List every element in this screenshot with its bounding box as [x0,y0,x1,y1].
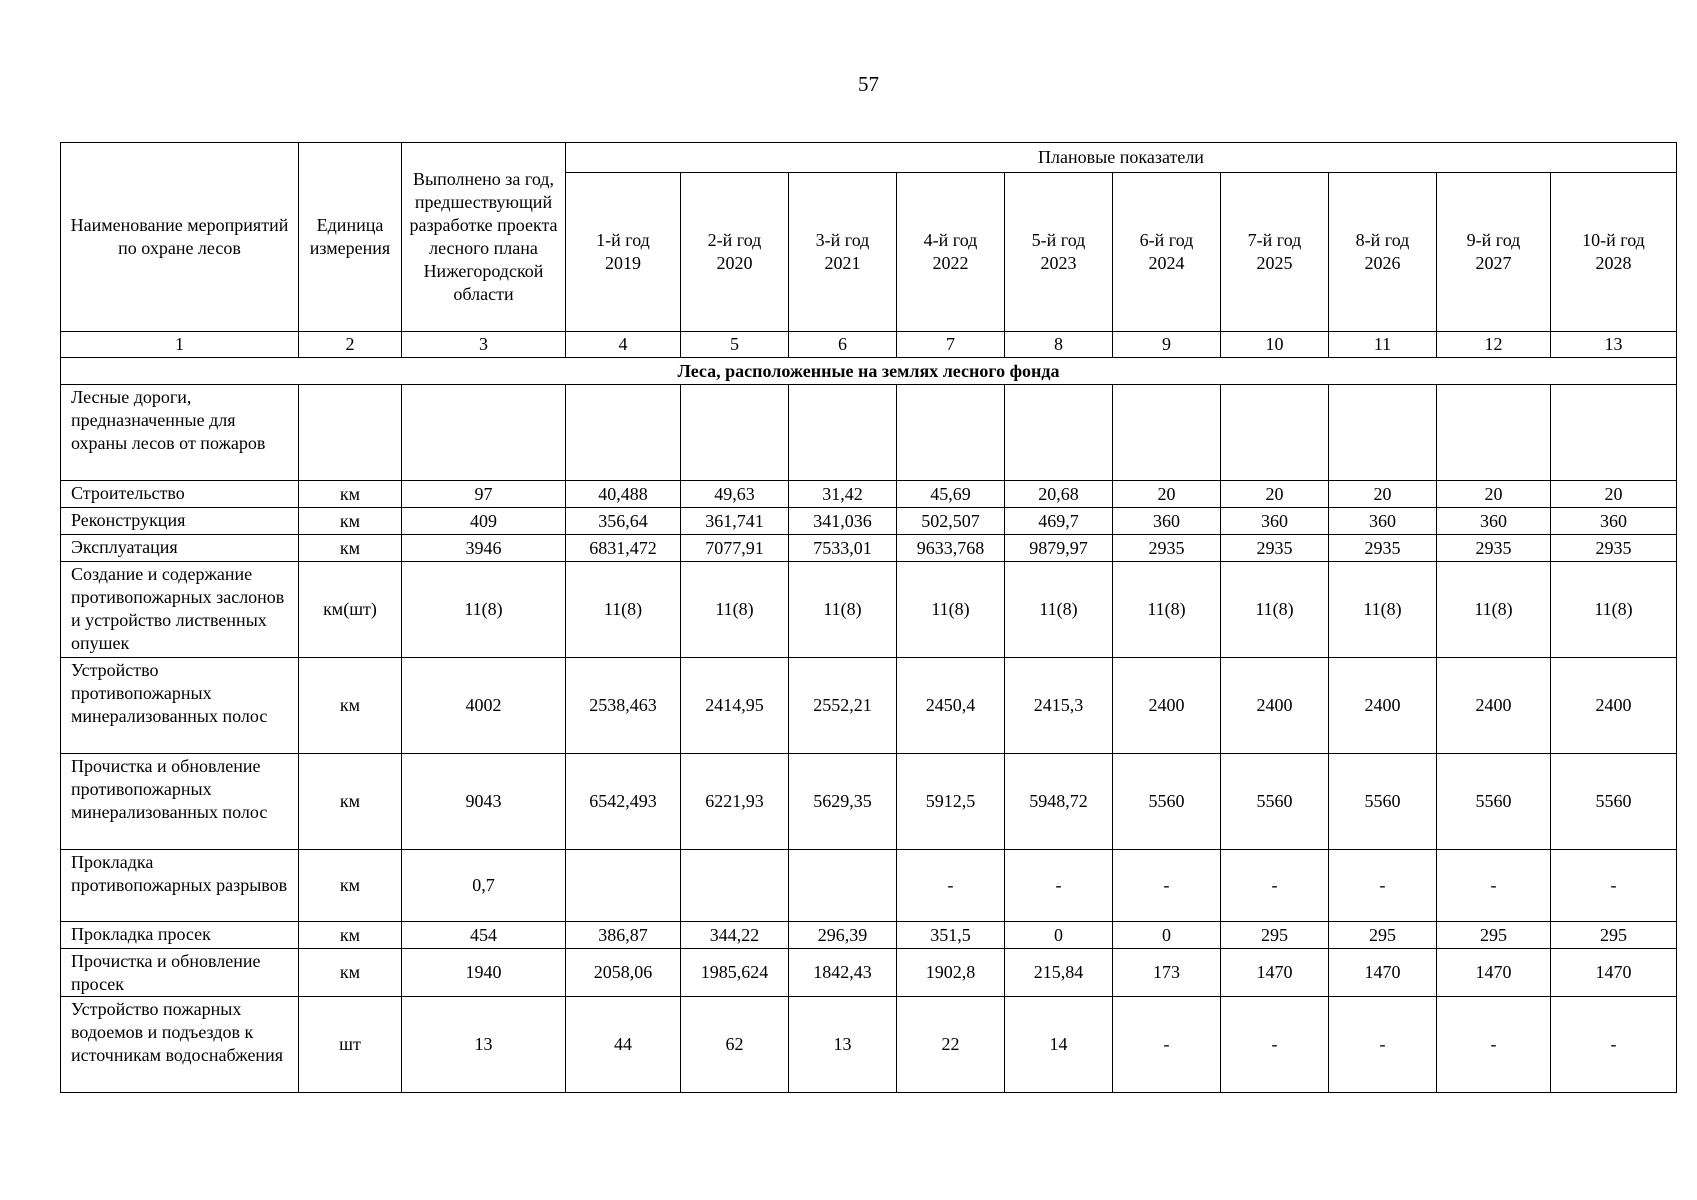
row-value: 11(8) [1437,562,1551,658]
page-number: 57 [858,72,879,96]
row-value: 360 [1221,508,1329,535]
row-value: 1470 [1221,949,1329,997]
row-done: 1940 [402,949,566,997]
row-value: 2414,95 [681,658,789,754]
table-row [61,562,1677,658]
header-year-6 [1113,173,1221,332]
row-name: Прокладка просек [61,922,299,949]
row-value: 2400 [1113,658,1221,754]
header-year-label: 7-й год [1247,230,1302,250]
row-value: 351,5 [897,922,1005,949]
row-unit: км [299,754,402,850]
row-name: Устройство противопожарных минерализованных полос [61,658,299,754]
column-number: 10 [1221,332,1329,358]
row-unit: км [299,508,402,535]
row-value: 20,68 [1005,481,1113,508]
header-year-label: 5-й год [1031,230,1086,250]
row-value: 5560 [1113,754,1221,850]
row-value: 11(8) [1005,562,1113,658]
row-value: 5560 [1221,754,1329,850]
row-unit: км [299,850,402,922]
row-value: - [1329,997,1437,1093]
row-name: Строительство [61,481,299,508]
column-number-row [61,332,1677,358]
row-done: 4002 [402,658,566,754]
row-value: 62 [681,997,789,1093]
header-year-8 [1329,173,1437,332]
row-value: 2538,463 [566,658,681,754]
row-name: Прочистка и обновление просек [61,949,299,997]
row-value: 2400 [1221,658,1329,754]
column-number: 12 [1437,332,1551,358]
row-value: 2058,06 [566,949,681,997]
row-value [789,385,897,481]
row-value: 2935 [1113,535,1221,562]
row-value: 40,488 [566,481,681,508]
row-name: Лесные дороги, предназначенные для охраны лесов от пожаров [61,385,299,481]
header-year-value: 2020 [716,253,753,273]
row-unit: шт [299,997,402,1093]
row-value: 215,84 [1005,949,1113,997]
row-value: 295 [1551,922,1677,949]
header-year-value: 2019 [605,253,641,273]
header-year-7 [1221,173,1329,332]
row-value: 2400 [1437,658,1551,754]
row-value [789,850,897,922]
row-value: 1470 [1437,949,1551,997]
row-value: 2935 [1437,535,1551,562]
header-year-value: 2024 [1148,253,1185,273]
row-value: 173 [1113,949,1221,997]
row-value [681,850,789,922]
row-value: 11(8) [897,562,1005,658]
row-name: Прочистка и обновление противопожарных минерализованных полос [61,754,299,850]
header-year-5 [1005,173,1113,332]
row-unit: км [299,535,402,562]
row-value: 356,64 [566,508,681,535]
header-year-value: 2022 [932,253,969,273]
column-number: 2 [299,332,402,358]
row-value: 11(8) [681,562,789,658]
row-unit [299,385,402,481]
row-value: 49,63 [681,481,789,508]
row-value: - [1437,997,1551,1093]
table-row [61,508,1677,535]
row-name: Эксплуатация [61,535,299,562]
header-year-label: 9-й год [1466,230,1521,250]
row-value: 20 [1329,481,1437,508]
row-value: 11(8) [1221,562,1329,658]
row-value: 2552,21 [789,658,897,754]
row-name: Прокладка противопожарных разрывов [61,850,299,922]
row-value: 11(8) [1551,562,1677,658]
row-value: 2400 [1329,658,1437,754]
table-row [61,535,1677,562]
row-value: 6542,493 [566,754,681,850]
row-value: 7077,91 [681,535,789,562]
row-value: 360 [1437,508,1551,535]
row-value: 1470 [1551,949,1677,997]
row-value: 11(8) [566,562,681,658]
table-row [61,385,1677,481]
row-value [897,385,1005,481]
row-value: 13 [789,997,897,1093]
table-row [61,922,1677,949]
header-year-value: 2021 [824,253,861,273]
table-row [61,754,1677,850]
row-value: 22 [897,997,1005,1093]
header-unit: Единица измерения [299,143,402,332]
row-value: 386,87 [566,922,681,949]
row-value: 1470 [1329,949,1437,997]
column-number: 6 [789,332,897,358]
row-value: 2415,3 [1005,658,1113,754]
row-value: - [1221,997,1329,1093]
table-row [61,997,1677,1093]
header-year-3 [789,173,897,332]
row-done: 9043 [402,754,566,850]
row-name: Устройство пожарных водоемов и подъездов к источникам водоснабжения [61,997,299,1093]
row-value: - [1551,997,1677,1093]
row-done [402,385,566,481]
row-unit: км(шт) [299,562,402,658]
row-name: Создание и содержание противопожарных заслонов и устройство лиственных опушек [61,562,299,658]
row-value: 9633,768 [897,535,1005,562]
header-year-value: 2025 [1256,253,1293,273]
row-value: 14 [1005,997,1113,1093]
row-value: 0 [1113,922,1221,949]
row-value: 20 [1437,481,1551,508]
row-value [1329,385,1437,481]
table-row [61,481,1677,508]
section-title: Леса, расположенные на землях лесного фонда [61,358,1677,385]
row-name: Реконструкция [61,508,299,535]
row-unit: км [299,949,402,997]
header-year-value: 2028 [1595,253,1632,273]
header-year-4 [897,173,1005,332]
header-year-label: 1-й год [596,230,650,250]
row-value: 20 [1113,481,1221,508]
row-done: 409 [402,508,566,535]
column-number: 11 [1329,332,1437,358]
row-value: 502,507 [897,508,1005,535]
header-year-label: 6-й год [1139,230,1194,250]
row-value: 361,741 [681,508,789,535]
header-year-label: 10-й год [1582,230,1645,250]
row-value: 1842,43 [789,949,897,997]
row-value: 5560 [1551,754,1677,850]
header-year-label: 4-й год [923,230,978,250]
row-value: 11(8) [1113,562,1221,658]
column-number: 5 [681,332,789,358]
row-value: 5560 [1437,754,1551,850]
row-value: - [1329,850,1437,922]
row-done: 97 [402,481,566,508]
row-value: 11(8) [1329,562,1437,658]
row-value [566,850,681,922]
row-value: 44 [566,997,681,1093]
column-number: 4 [566,332,681,358]
column-number: 7 [897,332,1005,358]
table-row [61,850,1677,922]
row-value: - [897,850,1005,922]
row-value: 5912,5 [897,754,1005,850]
header-year-label: 8-й год [1355,230,1410,250]
row-done: 454 [402,922,566,949]
row-value [566,385,681,481]
column-number: 1 [61,332,299,358]
header-name: Наименование мероприятий по охране лесов [61,143,299,332]
row-value: 295 [1221,922,1329,949]
header-year-9 [1437,173,1551,332]
column-number: 3 [402,332,566,358]
row-value: 360 [1113,508,1221,535]
row-value: 295 [1329,922,1437,949]
header-year-1 [566,173,681,332]
row-unit: км [299,481,402,508]
row-value: 0 [1005,922,1113,949]
row-value: 360 [1329,508,1437,535]
header-year-label: 3-й год [815,230,870,250]
row-value: 344,22 [681,922,789,949]
row-unit: км [299,922,402,949]
column-number: 8 [1005,332,1113,358]
row-unit: км [299,658,402,754]
header-year-value: 2023 [1040,253,1077,273]
row-value: 2450,4 [897,658,1005,754]
row-done: 0,7 [402,850,566,922]
row-value: 341,036 [789,508,897,535]
row-value: 296,39 [789,922,897,949]
column-number: 13 [1551,332,1677,358]
row-value: 11(8) [789,562,897,658]
row-value: 1985,624 [681,949,789,997]
header-year-10 [1551,173,1677,332]
column-number: 9 [1113,332,1221,358]
row-value: 5948,72 [1005,754,1113,850]
row-value: - [1437,850,1551,922]
row-value: 20 [1551,481,1677,508]
row-value: 7533,01 [789,535,897,562]
row-value: 9879,97 [1005,535,1113,562]
row-done: 3946 [402,535,566,562]
row-value: 295 [1437,922,1551,949]
row-value: - [1551,850,1677,922]
row-done: 11(8) [402,562,566,658]
row-value [1221,385,1329,481]
row-value [1005,385,1113,481]
row-value [681,385,789,481]
row-value: 45,69 [897,481,1005,508]
row-value: 2935 [1551,535,1677,562]
header-year-value: 2027 [1475,253,1512,273]
row-value [1113,385,1221,481]
row-value: - [1005,850,1113,922]
header-done: Выполнено за год, предшествующий разработке проекта лесного плана Нижегородской области [402,143,566,332]
table-row [61,949,1677,997]
row-value: 2935 [1221,535,1329,562]
row-value: - [1221,850,1329,922]
row-value: 1902,8 [897,949,1005,997]
row-value: 6831,472 [566,535,681,562]
row-value: 469,7 [1005,508,1113,535]
row-value: - [1113,997,1221,1093]
forest-protection-table [60,142,1677,1093]
header-year-label: 2-й год [707,230,762,250]
header-planned: Плановые показатели [566,143,1677,173]
row-value: 6221,93 [681,754,789,850]
row-value [1551,385,1677,481]
row-value: 5629,35 [789,754,897,850]
header-year-value: 2026 [1364,253,1401,273]
row-value: 360 [1551,508,1677,535]
row-done: 13 [402,997,566,1093]
row-value: 5560 [1329,754,1437,850]
row-value: 20 [1221,481,1329,508]
row-value: - [1113,850,1221,922]
row-value: 31,42 [789,481,897,508]
row-value: 2935 [1329,535,1437,562]
header-year-2 [681,173,789,332]
table-row [61,658,1677,754]
row-value [1437,385,1551,481]
row-value: 2400 [1551,658,1677,754]
